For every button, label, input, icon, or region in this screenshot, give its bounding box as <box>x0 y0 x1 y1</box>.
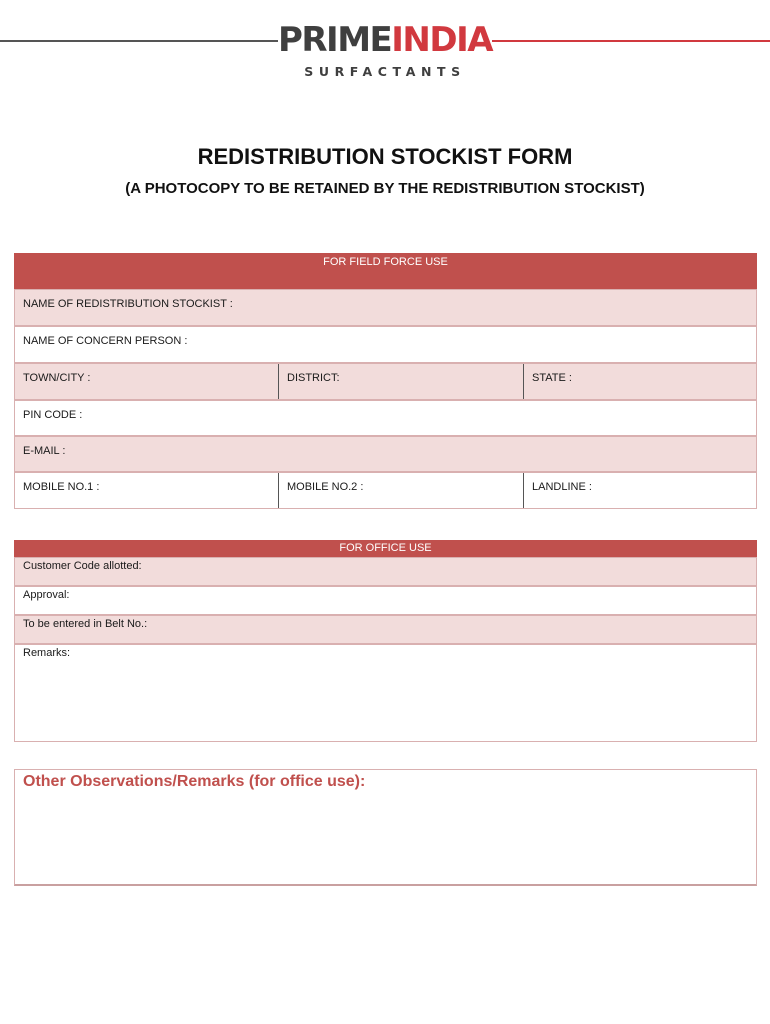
email-row[interactable] <box>14 436 757 472</box>
state-label: STATE : <box>532 372 572 384</box>
remarks-row[interactable] <box>14 644 757 742</box>
phone-row <box>14 472 757 509</box>
header-rule-right <box>492 40 770 42</box>
concern-person-label: NAME OF CONCERN PERSON : <box>23 335 188 347</box>
other-observations-box[interactable] <box>14 769 757 886</box>
belt-label: To be entered in Belt No.: <box>23 618 148 630</box>
concern-person-row[interactable] <box>14 326 757 363</box>
logo-india-text: INDIA <box>391 20 493 60</box>
mobile2-label: MOBILE NO.2 : <box>287 481 364 493</box>
form-subtitle: (A PHOTOCOPY TO BE RETAINED BY THE REDISTRIBUTION STOCKIST) <box>125 180 645 197</box>
town-city-field[interactable] <box>15 364 278 399</box>
office-use-heading <box>14 540 757 557</box>
logo-prime-text: PRIME <box>277 20 392 60</box>
field-force-heading <box>14 253 757 289</box>
town-city-label: TOWN/CITY : <box>23 372 91 384</box>
customer-code-row[interactable] <box>14 557 757 586</box>
landline-field[interactable] <box>523 473 756 508</box>
header-rule-left <box>0 40 278 42</box>
landline-label: LANDLINE : <box>532 481 592 493</box>
company-logo <box>270 16 500 86</box>
stockist-name-label: NAME OF REDISTRIBUTION STOCKIST : <box>23 298 233 310</box>
customer-code-label: Customer Code allotted: <box>23 560 142 572</box>
email-label: E-MAIL : <box>23 445 66 457</box>
mobile1-field[interactable] <box>15 473 278 508</box>
pin-code-row[interactable] <box>14 400 757 436</box>
location-row <box>14 363 757 400</box>
belt-row[interactable] <box>14 615 757 644</box>
field-force-heading-text: FOR FIELD FORCE USE <box>323 256 448 268</box>
mobile1-label: MOBILE NO.1 : <box>23 481 100 493</box>
pin-code-label: PIN CODE : <box>23 409 83 421</box>
other-observations-label: Other Observations/Remarks (for office use): <box>23 773 366 790</box>
logo-subtitle: SURFACTANTS <box>304 64 466 79</box>
state-field[interactable] <box>523 364 756 399</box>
district-field[interactable] <box>278 364 523 399</box>
form-title: REDISTRIBUTION STOCKIST FORM <box>197 144 573 169</box>
mobile2-field[interactable] <box>278 473 523 508</box>
remarks-label: Remarks: <box>23 647 71 659</box>
district-label: DISTRICT: <box>287 372 340 384</box>
stockist-name-row[interactable] <box>14 289 757 326</box>
approval-label: Approval: <box>23 589 70 601</box>
approval-row[interactable] <box>14 586 757 615</box>
office-use-heading-text: FOR OFFICE USE <box>339 542 432 554</box>
